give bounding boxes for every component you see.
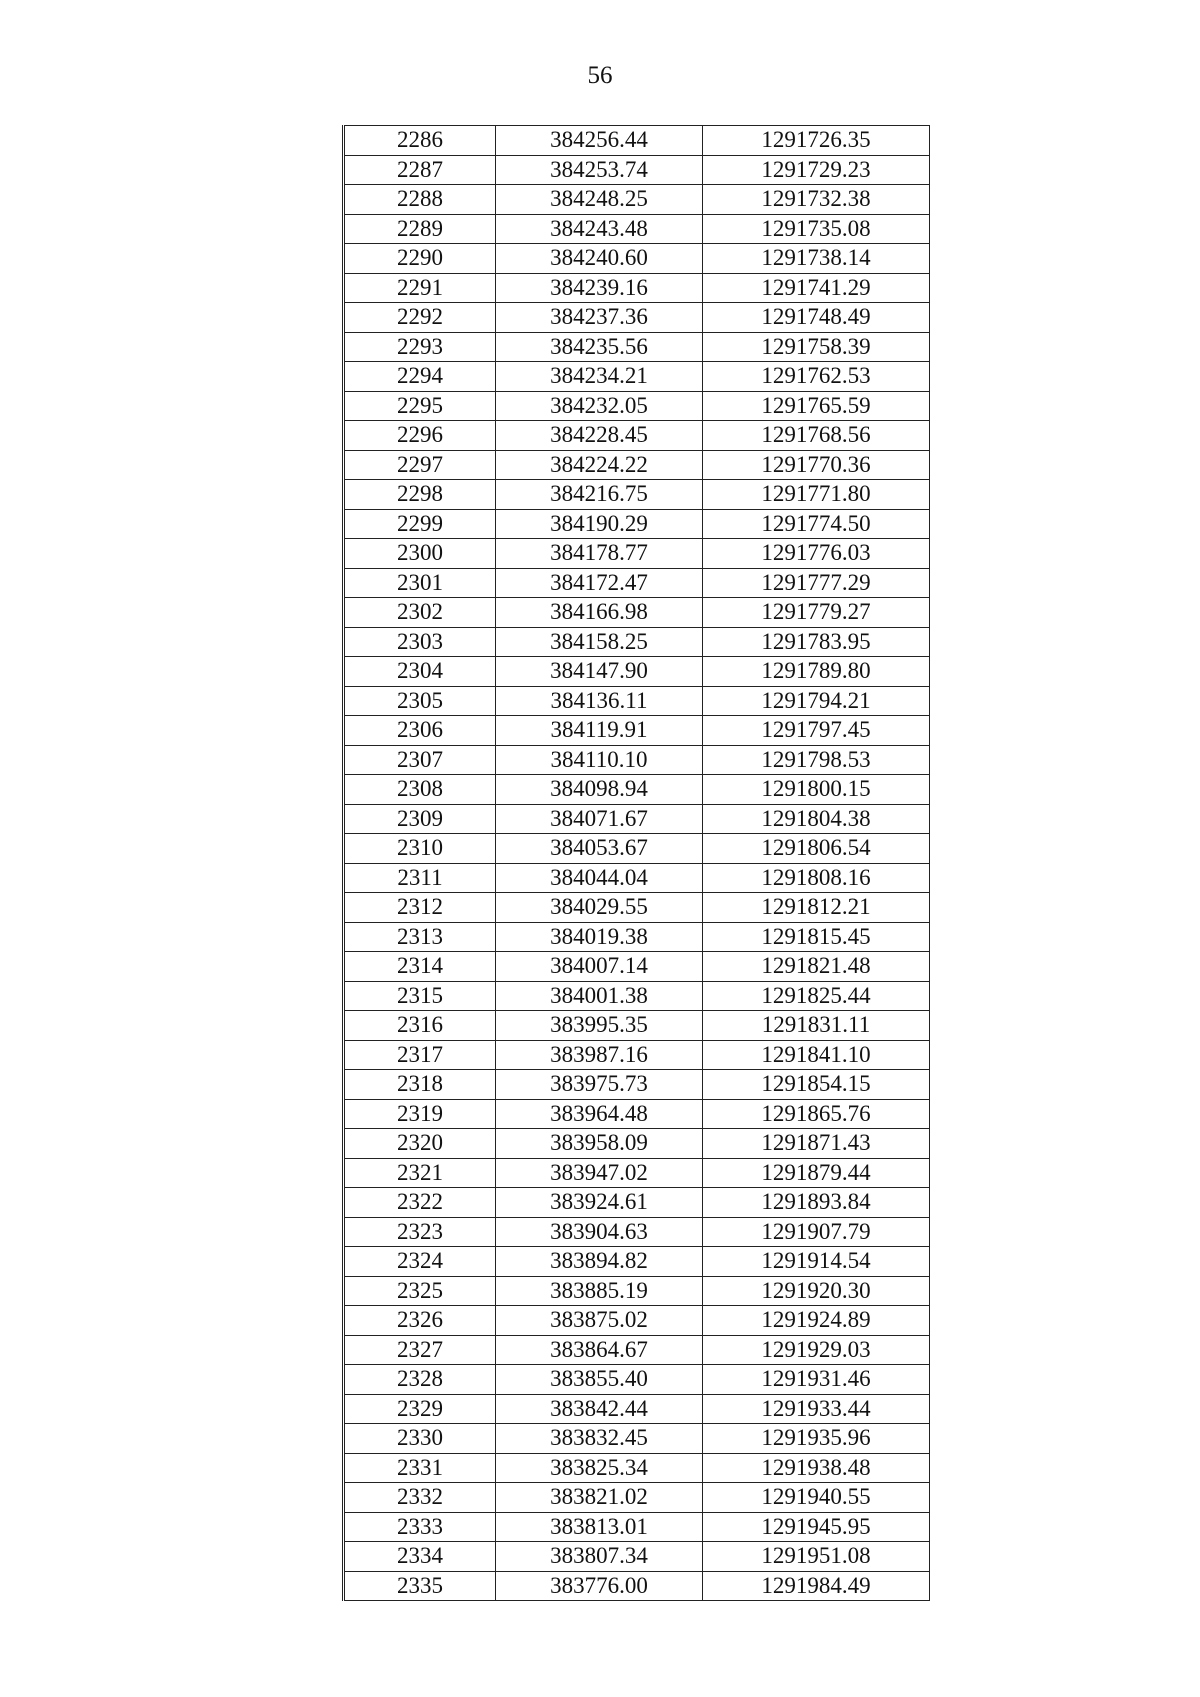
point-number-cell: 2302 [344,598,496,628]
y-coordinate-cell: 1291933.44 [703,1394,930,1424]
y-coordinate-cell: 1291768.56 [703,421,930,451]
y-coordinate-cell: 1291907.79 [703,1217,930,1247]
point-number-cell: 2299 [344,509,496,539]
x-coordinate-cell: 384256.44 [496,126,703,156]
y-coordinate-cell: 1291929.03 [703,1335,930,1365]
y-coordinate-cell: 1291808.16 [703,863,930,893]
table-row [344,303,930,333]
point-number-cell: 2318 [344,1070,496,1100]
point-number-cell: 2334 [344,1542,496,1572]
x-coordinate-cell: 383987.16 [496,1040,703,1070]
x-coordinate-cell: 384248.25 [496,185,703,215]
point-number-cell: 2308 [344,775,496,805]
y-coordinate-cell: 1291758.39 [703,332,930,362]
table-row [344,568,930,598]
point-number-cell: 2323 [344,1217,496,1247]
y-coordinate-cell: 1291798.53 [703,745,930,775]
x-coordinate-cell: 383894.82 [496,1247,703,1277]
point-number-cell: 2303 [344,627,496,657]
table-row [344,1394,930,1424]
table-row [344,1512,930,1542]
x-coordinate-cell: 384237.36 [496,303,703,333]
x-coordinate-cell: 384235.56 [496,332,703,362]
table-row [344,155,930,185]
y-coordinate-cell: 1291783.95 [703,627,930,657]
point-number-cell: 2333 [344,1512,496,1542]
table-row [344,716,930,746]
point-number-cell: 2324 [344,1247,496,1277]
table-row [344,244,930,274]
x-coordinate-cell: 383885.19 [496,1276,703,1306]
y-coordinate-cell: 1291794.21 [703,686,930,716]
table-row [344,1070,930,1100]
point-number-cell: 2306 [344,716,496,746]
point-number-cell: 2314 [344,952,496,982]
table-row [344,1335,930,1365]
table-row [344,509,930,539]
y-coordinate-cell: 1291741.29 [703,273,930,303]
y-coordinate-cell: 1291940.55 [703,1483,930,1513]
point-number-cell: 2335 [344,1571,496,1601]
table-row [344,1424,930,1454]
point-number-cell: 2294 [344,362,496,392]
y-coordinate-cell: 1291770.36 [703,450,930,480]
table-row [344,952,930,982]
x-coordinate-cell: 384044.04 [496,863,703,893]
table-row [344,480,930,510]
table-row [344,1306,930,1336]
table-row [344,1365,930,1395]
x-coordinate-cell: 384007.14 [496,952,703,982]
x-coordinate-cell: 383975.73 [496,1070,703,1100]
x-coordinate-cell: 383875.02 [496,1306,703,1336]
x-coordinate-cell: 383821.02 [496,1483,703,1513]
table-row [344,539,930,569]
point-number-cell: 2298 [344,480,496,510]
table-row [344,981,930,1011]
point-number-cell: 2312 [344,893,496,923]
x-coordinate-cell: 384019.38 [496,922,703,952]
y-coordinate-cell: 1291871.43 [703,1129,930,1159]
y-coordinate-cell: 1291735.08 [703,214,930,244]
x-coordinate-cell: 383842.44 [496,1394,703,1424]
point-number-cell: 2321 [344,1158,496,1188]
point-number-cell: 2307 [344,745,496,775]
x-coordinate-cell: 383964.48 [496,1099,703,1129]
y-coordinate-cell: 1291879.44 [703,1158,930,1188]
point-number-cell: 2328 [344,1365,496,1395]
table-row [344,745,930,775]
x-coordinate-cell: 383995.35 [496,1011,703,1041]
point-number-cell: 2310 [344,834,496,864]
y-coordinate-cell: 1291893.84 [703,1188,930,1218]
y-coordinate-cell: 1291804.38 [703,804,930,834]
y-coordinate-cell: 1291935.96 [703,1424,930,1454]
x-coordinate-cell: 384234.21 [496,362,703,392]
table-row [344,1571,930,1601]
x-coordinate-cell: 384172.47 [496,568,703,598]
y-coordinate-cell: 1291765.59 [703,391,930,421]
table-row [344,1188,930,1218]
coordinates-table [342,125,930,1601]
table-row [344,1276,930,1306]
y-coordinate-cell: 1291771.80 [703,480,930,510]
table-row [344,1158,930,1188]
x-coordinate-cell: 384071.67 [496,804,703,834]
point-number-cell: 2289 [344,214,496,244]
x-coordinate-cell: 384239.16 [496,273,703,303]
x-coordinate-cell: 384029.55 [496,893,703,923]
y-coordinate-cell: 1291841.10 [703,1040,930,1070]
table-row [344,450,930,480]
y-coordinate-cell: 1291732.38 [703,185,930,215]
x-coordinate-cell: 383807.34 [496,1542,703,1572]
point-number-cell: 2290 [344,244,496,274]
table-row [344,1040,930,1070]
y-coordinate-cell: 1291789.80 [703,657,930,687]
x-coordinate-cell: 383825.34 [496,1453,703,1483]
x-coordinate-cell: 383813.01 [496,1512,703,1542]
y-coordinate-cell: 1291726.35 [703,126,930,156]
x-coordinate-cell: 384224.22 [496,450,703,480]
y-coordinate-cell: 1291762.53 [703,362,930,392]
x-coordinate-cell: 383855.40 [496,1365,703,1395]
x-coordinate-cell: 384243.48 [496,214,703,244]
point-number-cell: 2325 [344,1276,496,1306]
y-coordinate-cell: 1291854.15 [703,1070,930,1100]
point-number-cell: 2286 [344,126,496,156]
point-number-cell: 2309 [344,804,496,834]
table-row [344,421,930,451]
x-coordinate-cell: 383947.02 [496,1158,703,1188]
x-coordinate-cell: 383958.09 [496,1129,703,1159]
y-coordinate-cell: 1291831.11 [703,1011,930,1041]
y-coordinate-cell: 1291800.15 [703,775,930,805]
table-row [344,185,930,215]
point-number-cell: 2292 [344,303,496,333]
x-coordinate-cell: 384110.10 [496,745,703,775]
table-row [344,1483,930,1513]
y-coordinate-cell: 1291776.03 [703,539,930,569]
point-number-cell: 2326 [344,1306,496,1336]
point-number-cell: 2300 [344,539,496,569]
x-coordinate-cell: 384119.91 [496,716,703,746]
point-number-cell: 2311 [344,863,496,893]
table-row [344,273,930,303]
x-coordinate-cell: 384253.74 [496,155,703,185]
point-number-cell: 2296 [344,421,496,451]
x-coordinate-cell: 383864.67 [496,1335,703,1365]
y-coordinate-cell: 1291984.49 [703,1571,930,1601]
y-coordinate-cell: 1291748.49 [703,303,930,333]
point-number-cell: 2291 [344,273,496,303]
point-number-cell: 2316 [344,1011,496,1041]
x-coordinate-cell: 384158.25 [496,627,703,657]
x-coordinate-cell: 384166.98 [496,598,703,628]
y-coordinate-cell: 1291945.95 [703,1512,930,1542]
y-coordinate-cell: 1291774.50 [703,509,930,539]
y-coordinate-cell: 1291924.89 [703,1306,930,1336]
coordinates-table-body [344,126,930,1601]
x-coordinate-cell: 384001.38 [496,981,703,1011]
point-number-cell: 2332 [344,1483,496,1513]
table-row [344,686,930,716]
point-number-cell: 2295 [344,391,496,421]
point-number-cell: 2322 [344,1188,496,1218]
point-number-cell: 2287 [344,155,496,185]
point-number-cell: 2301 [344,568,496,598]
table-row [344,922,930,952]
point-number-cell: 2315 [344,981,496,1011]
x-coordinate-cell: 383776.00 [496,1571,703,1601]
y-coordinate-cell: 1291815.45 [703,922,930,952]
y-coordinate-cell: 1291779.27 [703,598,930,628]
point-number-cell: 2327 [344,1335,496,1365]
table-row [344,863,930,893]
table-row [344,1453,930,1483]
y-coordinate-cell: 1291797.45 [703,716,930,746]
x-coordinate-cell: 384228.45 [496,421,703,451]
table-row [344,834,930,864]
y-coordinate-cell: 1291865.76 [703,1099,930,1129]
point-number-cell: 2331 [344,1453,496,1483]
y-coordinate-cell: 1291806.54 [703,834,930,864]
point-number-cell: 2297 [344,450,496,480]
table-row [344,126,930,156]
table-row [344,1217,930,1247]
x-coordinate-cell: 383904.63 [496,1217,703,1247]
x-coordinate-cell: 383924.61 [496,1188,703,1218]
point-number-cell: 2330 [344,1424,496,1454]
table-row [344,804,930,834]
x-coordinate-cell: 384190.29 [496,509,703,539]
y-coordinate-cell: 1291825.44 [703,981,930,1011]
y-coordinate-cell: 1291931.46 [703,1365,930,1395]
point-number-cell: 2288 [344,185,496,215]
y-coordinate-cell: 1291938.48 [703,1453,930,1483]
table-row [344,893,930,923]
point-number-cell: 2313 [344,922,496,952]
x-coordinate-cell: 383832.45 [496,1424,703,1454]
point-number-cell: 2319 [344,1099,496,1129]
x-coordinate-cell: 384232.05 [496,391,703,421]
page-number: 56 [587,62,613,89]
table-row [344,1247,930,1277]
y-coordinate-cell: 1291920.30 [703,1276,930,1306]
point-number-cell: 2305 [344,686,496,716]
x-coordinate-cell: 384240.60 [496,244,703,274]
y-coordinate-cell: 1291914.54 [703,1247,930,1277]
y-coordinate-cell: 1291812.21 [703,893,930,923]
point-number-cell: 2320 [344,1129,496,1159]
point-number-cell: 2317 [344,1040,496,1070]
x-coordinate-cell: 384216.75 [496,480,703,510]
x-coordinate-cell: 384136.11 [496,686,703,716]
table-row [344,598,930,628]
table-row [344,214,930,244]
y-coordinate-cell: 1291738.14 [703,244,930,274]
table-row [344,332,930,362]
x-coordinate-cell: 384098.94 [496,775,703,805]
table-row [344,657,930,687]
point-number-cell: 2304 [344,657,496,687]
y-coordinate-cell: 1291729.23 [703,155,930,185]
x-coordinate-cell: 384147.90 [496,657,703,687]
y-coordinate-cell: 1291821.48 [703,952,930,982]
point-number-cell: 2293 [344,332,496,362]
table-row [344,627,930,657]
table-row [344,775,930,805]
table-row [344,1011,930,1041]
table-row [344,391,930,421]
table-row [344,1542,930,1572]
point-number-cell: 2329 [344,1394,496,1424]
table-row [344,1129,930,1159]
x-coordinate-cell: 384053.67 [496,834,703,864]
y-coordinate-cell: 1291951.08 [703,1542,930,1572]
y-coordinate-cell: 1291777.29 [703,568,930,598]
x-coordinate-cell: 384178.77 [496,539,703,569]
table-row [344,362,930,392]
table-row [344,1099,930,1129]
